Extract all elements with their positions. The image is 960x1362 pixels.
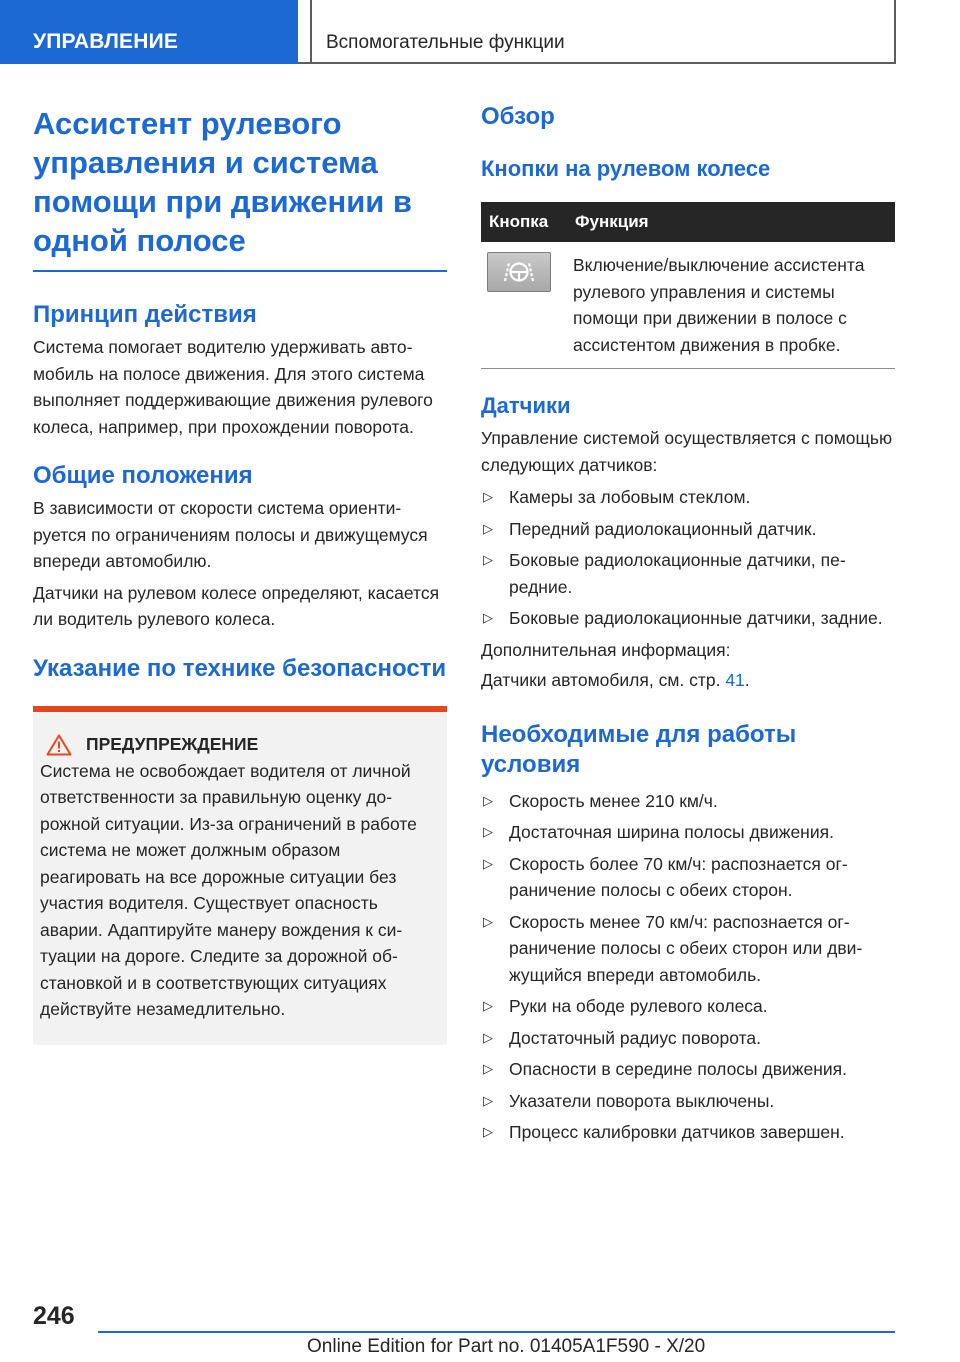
header-rule (310, 62, 896, 64)
right-column (481, 102, 895, 1151)
chapter-tab: УПРАВЛЕНИЕ (0, 0, 298, 64)
list-marker-icon: ▷ (483, 1029, 493, 1045)
principle-heading: Принцип действия (33, 301, 257, 328)
warning-text: Система не освобождает водителя от личной ответственности за правильную оценку дорожной ситуации. Из-за ограничений в работе система не может должным образом реагировать на все дорожные ситуации без участия водителя. Существует опасность аварии. Адаптируйте манеру вождения к ситуации на дороге. Следите за дорожной обстановкой и в соответствующих ситуациях действуйте незамедлительно. (40, 760, 417, 1019)
list-marker-icon: ▷ (483, 610, 493, 625)
table-row (481, 242, 895, 368)
list-item: ▷ Передний радиолокационный датчик. (481, 516, 895, 543)
page-title: Ассистент рулевого управления и система помощи при движении в одной полосе (33, 106, 412, 258)
page-reference-link[interactable]: 41 (725, 670, 745, 690)
list-marker-icon: ▷ (483, 1061, 493, 1076)
list-item: ▷ Достаточная ширина полосы движения. (481, 819, 895, 846)
list-marker-icon: ▷ (483, 913, 493, 929)
header-rule-left (298, 62, 310, 64)
list-item: ▷ Боковые радиолокационные датчики, передние. (481, 547, 895, 600)
list-item: ▷ Процесс калибровки датчиков завершен. (481, 1119, 895, 1146)
list-marker-icon: ▷ (483, 1124, 493, 1139)
list-item: ▷ Руки на ободе рулевого колеса. (481, 993, 895, 1020)
general-heading: Общие положения (33, 462, 253, 489)
conditions-list (481, 788, 895, 1146)
button-cell (481, 242, 567, 368)
list-marker-icon: ▷ (483, 489, 493, 504)
warning-box (33, 712, 447, 1045)
list-item: ▷ Опасности в середине полосы движения. (481, 1056, 895, 1083)
list-marker-icon: ▷ (483, 792, 493, 808)
list-item: ▷ Указатели поворота выключены. (481, 1088, 895, 1115)
general-text-2: Датчики на рулевом колесе определяют, касается ли водитель рулевого колеса. (33, 582, 440, 629)
lane-assist-steering-icon (499, 259, 539, 285)
col-function-header: Функция (567, 202, 895, 242)
list-item: ▷ Скорость менее 210 км/ч. (481, 788, 895, 815)
header-separator (310, 0, 312, 64)
more-info: Дополнительная информация: (481, 639, 731, 660)
buttons-heading: Кнопки на рулевом колесе (481, 156, 771, 181)
conditions-heading: Необходимые для работы условия (481, 720, 797, 778)
lane-assist-button-image (487, 252, 551, 292)
list-item: ▷ Скорость более 70 км/ч: распознается ограничение полосы с обеих сторон. (481, 851, 895, 904)
overview-heading: Обзор (481, 103, 555, 130)
table-header-row (481, 202, 895, 242)
title-rule (33, 270, 447, 272)
sensors-reference (481, 667, 895, 694)
list-marker-icon: ▷ (483, 1092, 493, 1108)
section-title: Вспомогательные функции (326, 32, 565, 53)
list-marker-icon: ▷ (483, 552, 493, 567)
function-cell: Включение/выключение ассистента рулевого управления и системы помощи при движении в полосе с ассистентом движения в пробке. (573, 255, 865, 355)
list-marker-icon: ▷ (483, 520, 493, 536)
sensors-intro: Управление системой осуществляется с помощью следующих датчиков: (481, 428, 893, 475)
reference-text: Датчики автомобиля, см. стр. (481, 670, 726, 690)
footer-edition: Online Edition for Part no. 01405A1F590 - X/20 (307, 1336, 706, 1357)
list-item: ▷ Достаточный радиус поворота. (481, 1025, 895, 1052)
list-item: ▷ Скорость менее 70 км/ч: распознается ограничение полосы с обеих сторон или движущийся впереди автомобиль. (481, 909, 895, 989)
general-text-1: В зависимости от скорости система ориентируется по ограничениям полосы и движущемуся впереди автомобилю. (33, 498, 428, 571)
list-marker-icon: ▷ (483, 998, 493, 1013)
warning-title: ПРЕДУПРЕЖДЕНИЕ (86, 734, 259, 754)
warning-triangle-icon (46, 734, 72, 756)
safety-heading: Указание по технике безопасности (33, 654, 447, 682)
list-item: ▷ Камеры за лобовым стеклом. (481, 484, 895, 511)
left-column (33, 104, 447, 1045)
list-marker-icon: ▷ (483, 824, 493, 839)
list-marker-icon: ▷ (483, 855, 493, 871)
list-item: ▷ Боковые радиолокационные датчики, задние. (481, 605, 895, 632)
sensors-list (481, 484, 895, 632)
buttons-table (481, 202, 895, 368)
principle-text: Система помогает водителю удерживать автомобиль на полосе движения. Для этого система выполняет поддерживающие движения рулевого колеса, например, при прохождении поворота. (33, 337, 433, 437)
warning-title-row (40, 734, 437, 756)
reference-end: . (744, 670, 750, 690)
table-bottom-rule (481, 368, 895, 369)
sensors-heading: Датчики (481, 393, 571, 418)
col-button-header: Кнопка (481, 202, 567, 242)
header-separator-right (894, 0, 896, 64)
footer-rule (98, 1331, 895, 1333)
page-number: 246 (33, 1302, 75, 1330)
